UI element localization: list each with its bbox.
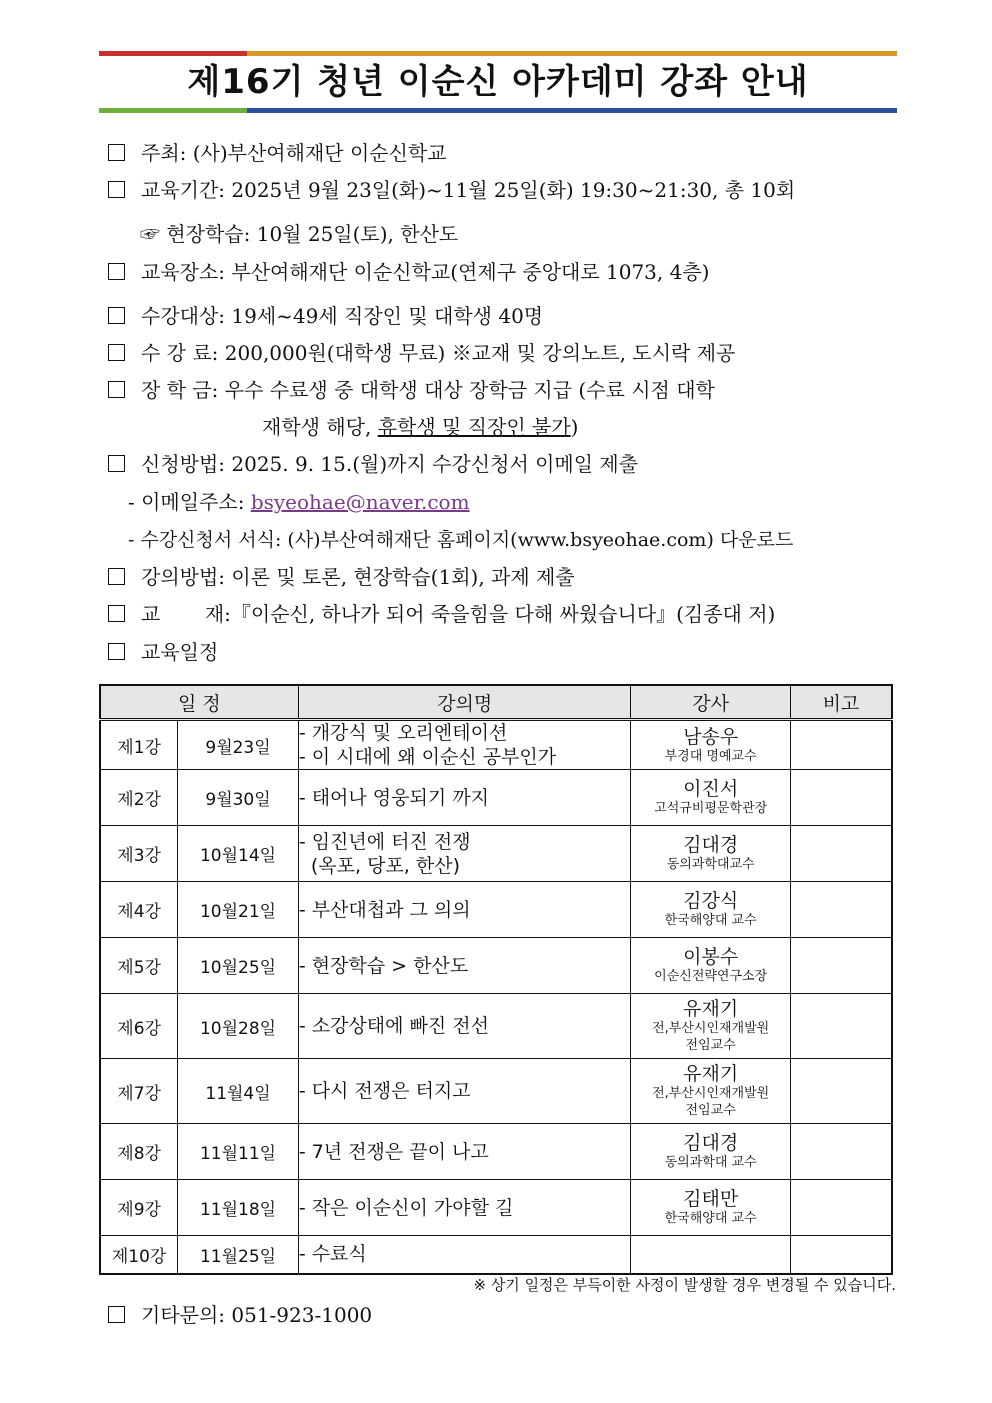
instructor-name: 남송우: [683, 725, 739, 748]
lecture-date: 9월30일: [178, 770, 299, 826]
instructor-name: 김대경: [683, 834, 739, 856]
lecture-date: 11월4일: [178, 1059, 299, 1124]
topic-line: - 현장학습 > 한산도: [298, 954, 469, 977]
instructor: [631, 994, 790, 1059]
checkbox-icon: [108, 1306, 125, 1323]
schedule-label-line: 교육일정: [108, 640, 218, 664]
lecture-date: 10월21일: [178, 882, 299, 938]
topic-line: - 수료식: [298, 1243, 367, 1266]
table-row: [100, 1236, 892, 1274]
place-line: 교육장소: 부산여해재단 이순신학교(연제구 중앙대로 1073, 4층): [108, 260, 709, 284]
table-row: [100, 720, 892, 770]
instructor: [631, 1180, 790, 1236]
checkbox-icon: [108, 568, 125, 585]
header-remark: 비고: [790, 685, 892, 720]
remark-cell: [790, 770, 892, 826]
lecture-number: 제1강: [100, 720, 178, 770]
checkbox-icon: [108, 144, 125, 161]
instructor: [631, 1059, 790, 1124]
instructor: [631, 882, 790, 938]
header-topic: 강의명: [298, 685, 631, 720]
table-header-row: [100, 685, 892, 720]
table-row: [100, 770, 892, 826]
email-line: - 이메일주소: bsyeohae@naver.com: [128, 490, 470, 514]
instructor: [631, 1124, 790, 1180]
topic-line: (옥포, 당포, 한산): [298, 854, 460, 877]
lecture-number: 제6강: [100, 994, 178, 1059]
page-title: 제16기 청년 이순신 아카데미 강좌 안내: [187, 62, 809, 102]
instructor: [631, 1236, 790, 1274]
scholarship-line: 장 학 금: 우수 수료생 중 대학생 대상 장학금 지급 (수료 시점 대학: [108, 378, 715, 402]
instructor-name: 김대경: [683, 1132, 739, 1154]
topic-line: - 태어나 영웅되기 까지: [298, 786, 489, 809]
remark-cell: [790, 994, 892, 1059]
topic-line: - 작은 이순신이 가야할 길: [298, 1196, 514, 1219]
table-row: [100, 826, 892, 882]
instructor: [631, 938, 790, 994]
remark-cell: [790, 1236, 892, 1274]
lecture-topic: [298, 994, 631, 1059]
lecture-date: 10월28일: [178, 994, 299, 1059]
instructor-affiliation: 동의과학대 교수: [664, 1155, 757, 1170]
table-row: [100, 1124, 892, 1180]
contact-line: 기타문의: 051-923-1000: [108, 1303, 372, 1327]
lecture-date: 11월25일: [178, 1236, 299, 1274]
host-line: 주최: (사)부산여해재단 이순신학교: [108, 141, 447, 165]
field-trip-line: ☞ 현장학습: 10월 25일(토), 한산도: [140, 222, 459, 246]
checkbox-icon: [108, 643, 125, 660]
instructor: [631, 770, 790, 826]
lecture-number: 제9강: [100, 1180, 178, 1236]
header-instructor: 강사: [631, 685, 790, 720]
lecture-date: 10월25일: [178, 938, 299, 994]
lecture-topic: [298, 1059, 631, 1124]
instructor-name: 김강식: [683, 890, 739, 912]
title-banner: [99, 51, 897, 113]
method-line: 강의방법: 이론 및 토론, 현장학습(1회), 과제 제출: [108, 565, 575, 589]
instructor-affiliation: 한국해양대 교수: [664, 913, 757, 928]
apply-line: 신청방법: 2025. 9. 15.(월)까지 수강신청서 이메일 제출: [108, 452, 638, 476]
lecture-topic: [298, 720, 631, 770]
email-link[interactable]: bsyeohae@naver.com: [250, 490, 470, 514]
lecture-topic: [298, 1124, 631, 1180]
schedule-table: [99, 684, 893, 1275]
instructor-name: 이봉수: [683, 946, 739, 968]
scholarship-line-2: 재학생 해당, 휴학생 및 직장인 불가): [262, 415, 579, 439]
instructor-name: 김태만: [683, 1188, 739, 1210]
instructor-affiliation: 동의과학대교수: [666, 857, 755, 872]
instructor-affiliation: 전,부산시인재개발원: [652, 1021, 770, 1036]
fee-line: 수 강 료: 200,000원(대학생 무료) ※교재 및 강의노트, 도시락 제공: [108, 341, 735, 365]
instructor-name: 이진서: [683, 778, 739, 800]
lecture-number: 제7강: [100, 1059, 178, 1124]
lecture-number: 제10강: [100, 1236, 178, 1274]
schedule-note: ※ 상기 일정은 부득이한 사정이 발생할 경우 변경될 수 있습니다.: [473, 1276, 896, 1294]
table-row: [100, 1059, 892, 1124]
instructor: [631, 826, 790, 882]
topic-line: - 임진년에 터진 전쟁: [298, 830, 471, 853]
lecture-number: 제5강: [100, 938, 178, 994]
checkbox-icon: [108, 381, 125, 398]
lecture-topic: [298, 882, 631, 938]
form-line: - 수강신청서 서식: (사)부산여해재단 홈페이지(www.bsyeohae.com) 다운로드: [128, 529, 794, 551]
checkbox-icon: [108, 455, 125, 472]
lecture-topic: [298, 826, 631, 882]
remark-cell: [790, 1124, 892, 1180]
checkbox-icon: [108, 181, 125, 198]
lecture-topic: [298, 1236, 631, 1274]
lecture-date: 9월23일: [178, 720, 299, 770]
table-row: [100, 938, 892, 994]
lecture-topic: [298, 770, 631, 826]
lecture-topic: [298, 938, 631, 994]
table-row: [100, 882, 892, 938]
lecture-number: 제8강: [100, 1124, 178, 1180]
textbook-line: 교 재:『이순신, 하나가 되어 죽을힘을 다해 싸웠습니다』(김종대 저): [108, 602, 775, 626]
checkbox-icon: [108, 344, 125, 361]
instructor-name: 유재기: [683, 1063, 739, 1085]
table-row: [100, 994, 892, 1059]
lecture-number: 제4강: [100, 882, 178, 938]
instructor-affiliation: 한국해양대 교수: [664, 1211, 757, 1226]
lecture-number: 제2강: [100, 770, 178, 826]
topic-line: - 7년 전쟁은 끝이 나고: [298, 1140, 489, 1163]
topic-line: - 이 시대에 왜 이순신 공부인가: [298, 746, 557, 768]
instructor-affiliation: 부경대 명예교수: [664, 748, 757, 764]
instructor-affiliation: 전,부산시인재개발원: [652, 1086, 770, 1101]
instructor-affiliation: 전임교수: [685, 1038, 736, 1053]
remark-cell: [790, 882, 892, 938]
title-bottom-stripe: [99, 108, 897, 113]
target-line: 수강대상: 19세~49세 직장인 및 대학생 40명: [108, 304, 543, 328]
topic-line: - 다시 전쟁은 터지고: [298, 1080, 471, 1102]
instructor: [631, 720, 790, 770]
remark-cell: [790, 826, 892, 882]
lecture-date: 11월11일: [178, 1124, 299, 1180]
table-row: [100, 1180, 892, 1236]
remark-cell: [790, 938, 892, 994]
remark-cell: [790, 1180, 892, 1236]
topic-line: - 소강상태에 빠진 전선: [298, 1015, 489, 1037]
header-date: 일 정: [100, 685, 298, 720]
topic-line: - 부산대첩과 그 의의: [298, 898, 471, 921]
instructor-affiliation: 고석규비평문학관장: [654, 801, 768, 816]
lecture-topic: [298, 1180, 631, 1236]
instructor-name: 유재기: [683, 998, 739, 1020]
period-line: 교육기간: 2025년 9월 23일(화)~11월 25일(화) 19:30~21:30, 총 10회: [108, 178, 795, 202]
checkbox-icon: [108, 263, 125, 280]
checkbox-icon: [108, 307, 125, 324]
instructor-affiliation: 전임교수: [685, 1103, 736, 1118]
remark-cell: [790, 720, 892, 770]
lecture-date: 11월18일: [178, 1180, 299, 1236]
topic-line: - 개강식 및 오리엔테이션: [298, 722, 508, 744]
lecture-date: 10월14일: [178, 826, 299, 882]
remark-cell: [790, 1059, 892, 1124]
instructor-affiliation: 이순신전략연구소장: [654, 969, 768, 984]
checkbox-icon: [108, 605, 125, 622]
lecture-number: 제3강: [100, 826, 178, 882]
